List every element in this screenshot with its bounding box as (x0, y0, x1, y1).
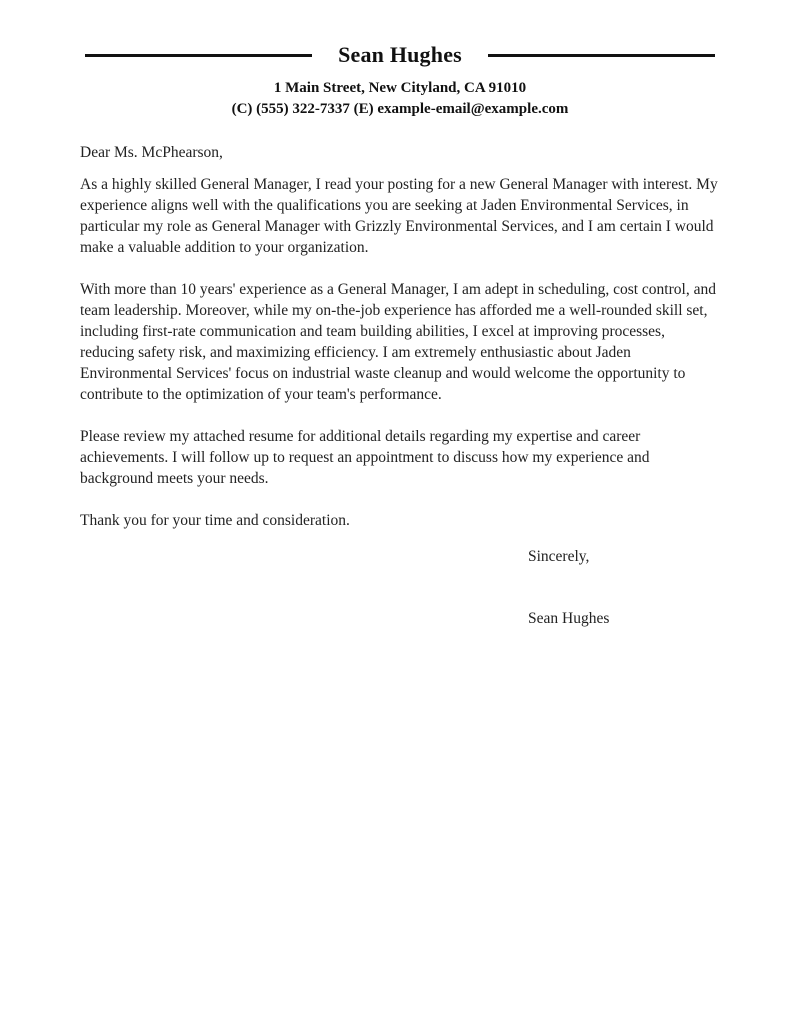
header-name-row (85, 42, 715, 68)
signature-name: Sean Hughes (528, 610, 610, 627)
header-rule-right (488, 54, 715, 57)
header-name: Sean Hughes (338, 42, 462, 67)
thank-you-line: Thank you for your time and consideration. (80, 512, 350, 529)
header-address: 1 Main Street, New Cityland, CA 91010 (273, 80, 527, 96)
letter-body (80, 142, 720, 629)
header-contact: (C) (555) 322-7337 (E) example-email@example.com (231, 101, 569, 117)
letter-header (80, 42, 720, 118)
paragraph-1: As a highly skilled General Manager, I read your posting for a new General Manager with interest. My experience aligns well with the qualifications you are seeking at Jaden Environmental Services, in particular my role as General Manager with Grizzly Environmental Services, and I am certain I would make a valuable addition to your organization. (80, 176, 718, 256)
header-rule-left (85, 54, 312, 57)
paragraph-2: With more than 10 years' experience as a General Manager, I am adept in scheduling, cost control, and team leadership. Moreover, while my on-the-job experience has afforded me a well-rounded skill set, including first-rate communication and team building abilities, I excel at improving processes, reducing safety risk, and maximizing efficiency. I am extremely enthusiastic about Jaden Environmental Services' focus on industrial waste cleanup and would welcome the opportunity to contribute to the optimization of your team's performance. (80, 281, 716, 403)
signoff: Sincerely, (528, 548, 590, 565)
paragraph-3: Please review my attached resume for additional details regarding my expertise and career achievements. I will follow up to request an appointment to discuss how my experience and background meets your needs. (80, 428, 650, 487)
signoff-block (528, 546, 720, 629)
salutation: Dear Ms. McPhearson, (80, 144, 223, 161)
